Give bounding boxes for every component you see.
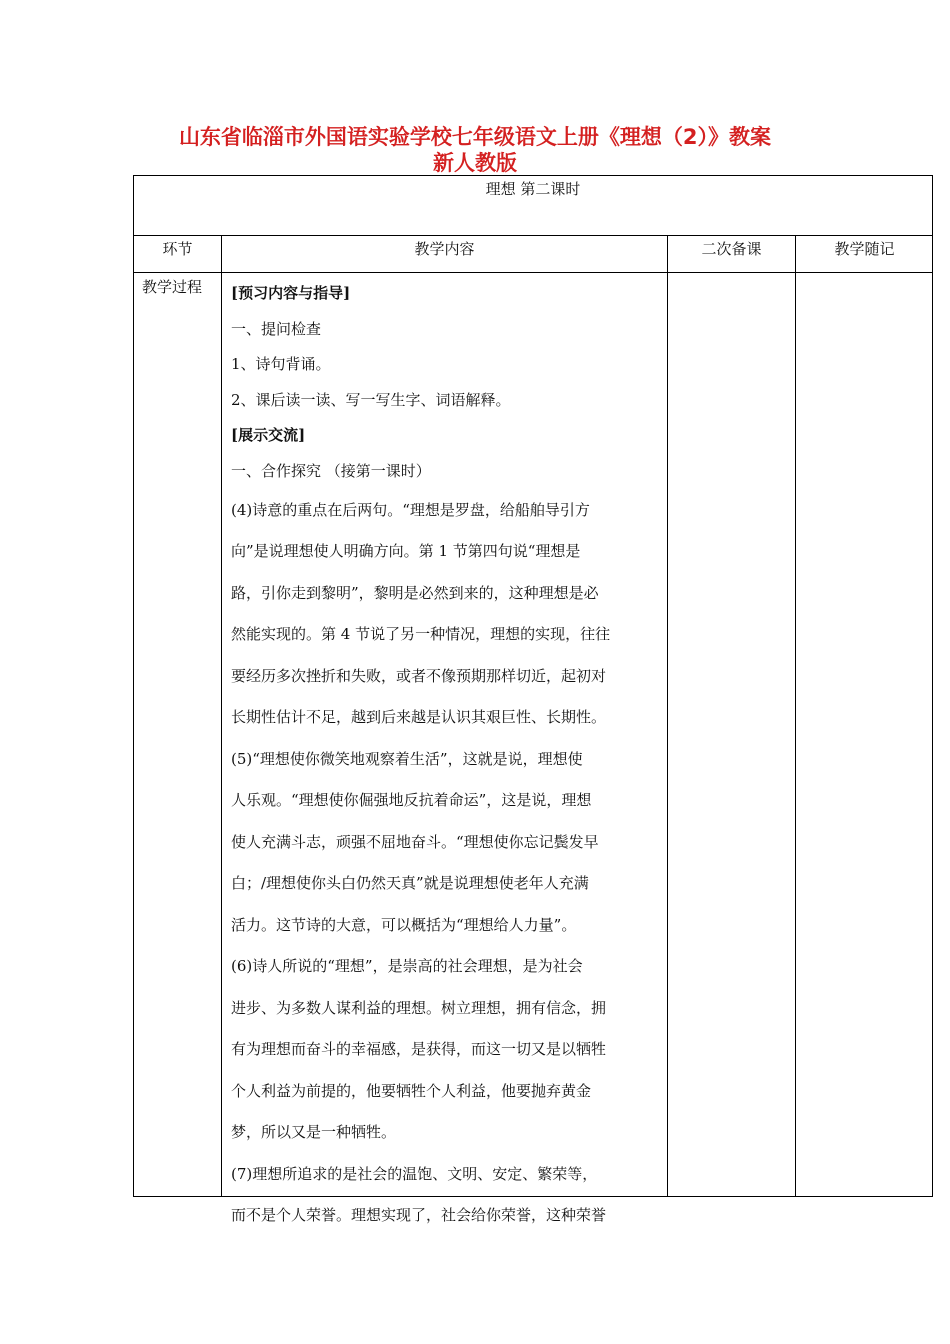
content-line: 个人利益为前提的，他要牺牲个人利益，他要抛弃黄金 bbox=[231, 1081, 592, 1100]
header-stage: 环节 bbox=[162, 240, 193, 258]
content-line: 向”是说理想使人明确方向。第 1 节第四句说“理想是 bbox=[231, 542, 581, 561]
content-line: 白；/理想使你头白仍然天真”就是说理想使老年人充满 bbox=[231, 874, 589, 893]
content-line: 使人充满斗志，顽强不屈地奋斗。“理想使你忘记鬓发早 bbox=[231, 832, 599, 851]
content-line: 一、合作探究 （接第一课时） bbox=[231, 461, 431, 480]
table-divider bbox=[134, 272, 932, 273]
section-heading: [预习内容与指导] bbox=[231, 284, 351, 302]
content-line: 进步、为多数人谋利益的理想。树立理想，拥有信念，拥 bbox=[231, 998, 607, 1017]
content-line: (7)理想所追求的是社会的温饱、文明、安定、繁荣等， bbox=[231, 1164, 598, 1183]
content-line: 然能实现的。第 4 节说了另一种情况，理想的实现，往往 bbox=[231, 625, 611, 644]
header-content: 教学内容 bbox=[414, 240, 475, 258]
content-line: 要经历多次挫折和失败，或者不像预期那样切近，起初对 bbox=[231, 666, 607, 685]
content-line: 活力。这节诗的大意，可以概括为“理想给人力量”。 bbox=[231, 915, 577, 934]
content-line: 2、课后读一读、写一写生字、词语解释。 bbox=[231, 390, 511, 409]
stage-label: 教学过程 bbox=[142, 278, 203, 296]
content-line: 人乐观。“理想使你倔强地反抗着命运”，这是说，理想 bbox=[231, 791, 592, 810]
content-line: 1、诗句背诵。 bbox=[231, 355, 331, 374]
content-line: 而不是个人荣誉。理想实现了，社会给你荣誉，这种荣誉 bbox=[231, 1206, 607, 1225]
document-title-line2: 新人教版 bbox=[433, 151, 517, 175]
content-line: 有为理想而奋斗的幸福感，是获得，而这一切又是以牺牲 bbox=[231, 1040, 607, 1059]
teaching-content bbox=[231, 276, 661, 1237]
content-line: (6)诗人所说的“理想”，是崇高的社会理想，是为社会 bbox=[231, 957, 583, 976]
content-line: 路，引你走到黎明”，黎明是必然到来的，这种理想是必 bbox=[231, 583, 599, 602]
section-heading: [展示交流] bbox=[231, 426, 306, 445]
content-line: 长期性估计不足，越到后来越是认识其艰巨性、长期性。 bbox=[231, 708, 607, 727]
column-divider bbox=[221, 235, 222, 1196]
header-teaching-notes: 教学随记 bbox=[834, 240, 895, 258]
content-line: 梦，所以又是一种牺牲。 bbox=[231, 1123, 397, 1142]
lesson-plan-table bbox=[133, 175, 933, 1225]
content-line: (4)诗意的重点在后两句。“理想是罗盘，给船舶导引方 bbox=[231, 500, 590, 519]
document-title: 山东省临淄市外国语实验学校七年级语文上册《理想（2）》教案 bbox=[178, 125, 772, 149]
column-divider bbox=[667, 235, 668, 1196]
header-second-prep: 二次备课 bbox=[701, 240, 762, 258]
lesson-subtitle: 理想 第二课时 bbox=[485, 180, 581, 198]
column-divider bbox=[795, 235, 796, 1196]
content-line: (5)“理想使你微笑地观察着生活”，这就是说，理想使 bbox=[231, 749, 583, 768]
content-line: 一、提问检查 bbox=[231, 319, 322, 338]
